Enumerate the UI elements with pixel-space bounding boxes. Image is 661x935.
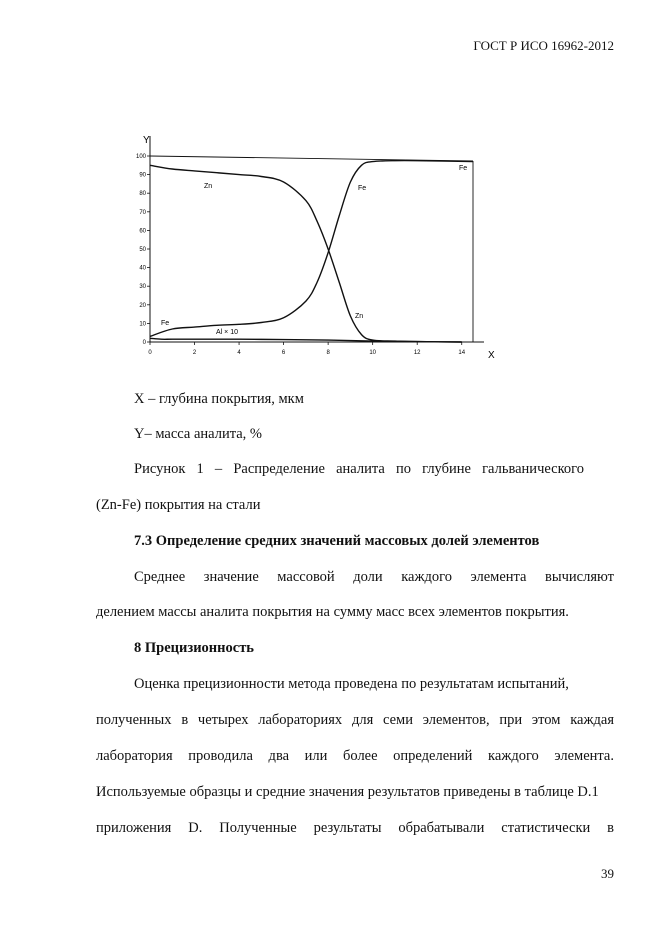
y-tick-label: 40 <box>139 265 146 272</box>
y-tick-label: 90 <box>139 172 146 179</box>
x-tick-label: 12 <box>413 350 421 356</box>
y-tick-label: 0 <box>142 340 146 346</box>
legend-y: Y– масса аналита, % <box>134 426 263 442</box>
depth-profile-figure <box>132 128 507 368</box>
y-tick-label: 80 <box>139 191 146 198</box>
x-tick-label: 10 <box>369 350 377 356</box>
x-tick-label: 6 <box>281 350 286 356</box>
x-tick-label: 2 <box>192 350 197 356</box>
x-tick-label: 0 <box>148 350 152 356</box>
curve-zn <box>150 165 462 342</box>
label-zn-top: Zn <box>204 183 213 190</box>
page-number: 39 <box>601 866 614 881</box>
label-zn-bottom: Zn <box>355 313 364 320</box>
y-axis-letter: Y <box>143 135 150 146</box>
y-tick-label: 100 <box>135 154 146 160</box>
legend-x: X – глубина покрытия, мкм <box>134 391 304 407</box>
curve-al-10 <box>150 338 462 342</box>
label-fe-left: Fe <box>161 320 170 327</box>
paragraph-2-line-1: Оценка прецизионности метода проведена по результатам испытаний, <box>134 676 569 692</box>
paragraph-1-line-1: Среднее значение массовой доли каждого элемента вычисляют <box>134 569 614 585</box>
figure-caption-line-2: (Zn-Fe) покрытия на стали <box>96 497 261 513</box>
paragraph-1-line-2: делением массы аналита покрытия на сумму масс всех элементов покрытия. <box>96 604 569 620</box>
x-tick-label: 14 <box>458 350 466 356</box>
x-tick-label: 8 <box>326 350 330 356</box>
paragraph-2-line-2: полученных в четырех лабораториях для семи элементов, при этом каждая <box>96 712 614 728</box>
curve-fe <box>150 161 473 337</box>
y-tick-label: 50 <box>139 247 146 253</box>
section-heading-8: 8 Прецизионность <box>134 640 254 656</box>
paragraph-2-line-4: Используемые образцы и средние значения результатов приведены в таблице D.1 <box>96 784 599 800</box>
y-tick-label: 10 <box>139 321 146 328</box>
y-tick-label: 60 <box>139 228 146 235</box>
x-axis-letter: X <box>488 350 495 361</box>
x-tick-label: 4 <box>237 350 241 356</box>
figure-caption-line-1: Рисунок 1 – Распределение аналита по глубине гальванического <box>134 461 584 477</box>
section-heading-7-3: 7.3 Определение средних значений массовых долей элементов <box>134 533 540 549</box>
label-fe-mid: Fe <box>358 185 367 192</box>
paragraph-2-line-3: лаборатория проводила два или более определений каждого элемента. <box>96 748 614 764</box>
label-fe-right: Fe <box>459 165 468 172</box>
document-header: ГОСТ Р ИСО 16962-2012 <box>473 38 614 53</box>
paragraph-2-line-5: приложения D. Полученные результаты обрабатывали статистически в <box>96 820 614 836</box>
label-al: Al × 10 <box>216 329 238 336</box>
y-tick-label: 70 <box>139 209 146 216</box>
depth-profile-chart <box>132 128 507 368</box>
y-tick-label: 20 <box>139 302 146 309</box>
y-tick-label: 30 <box>139 284 146 291</box>
